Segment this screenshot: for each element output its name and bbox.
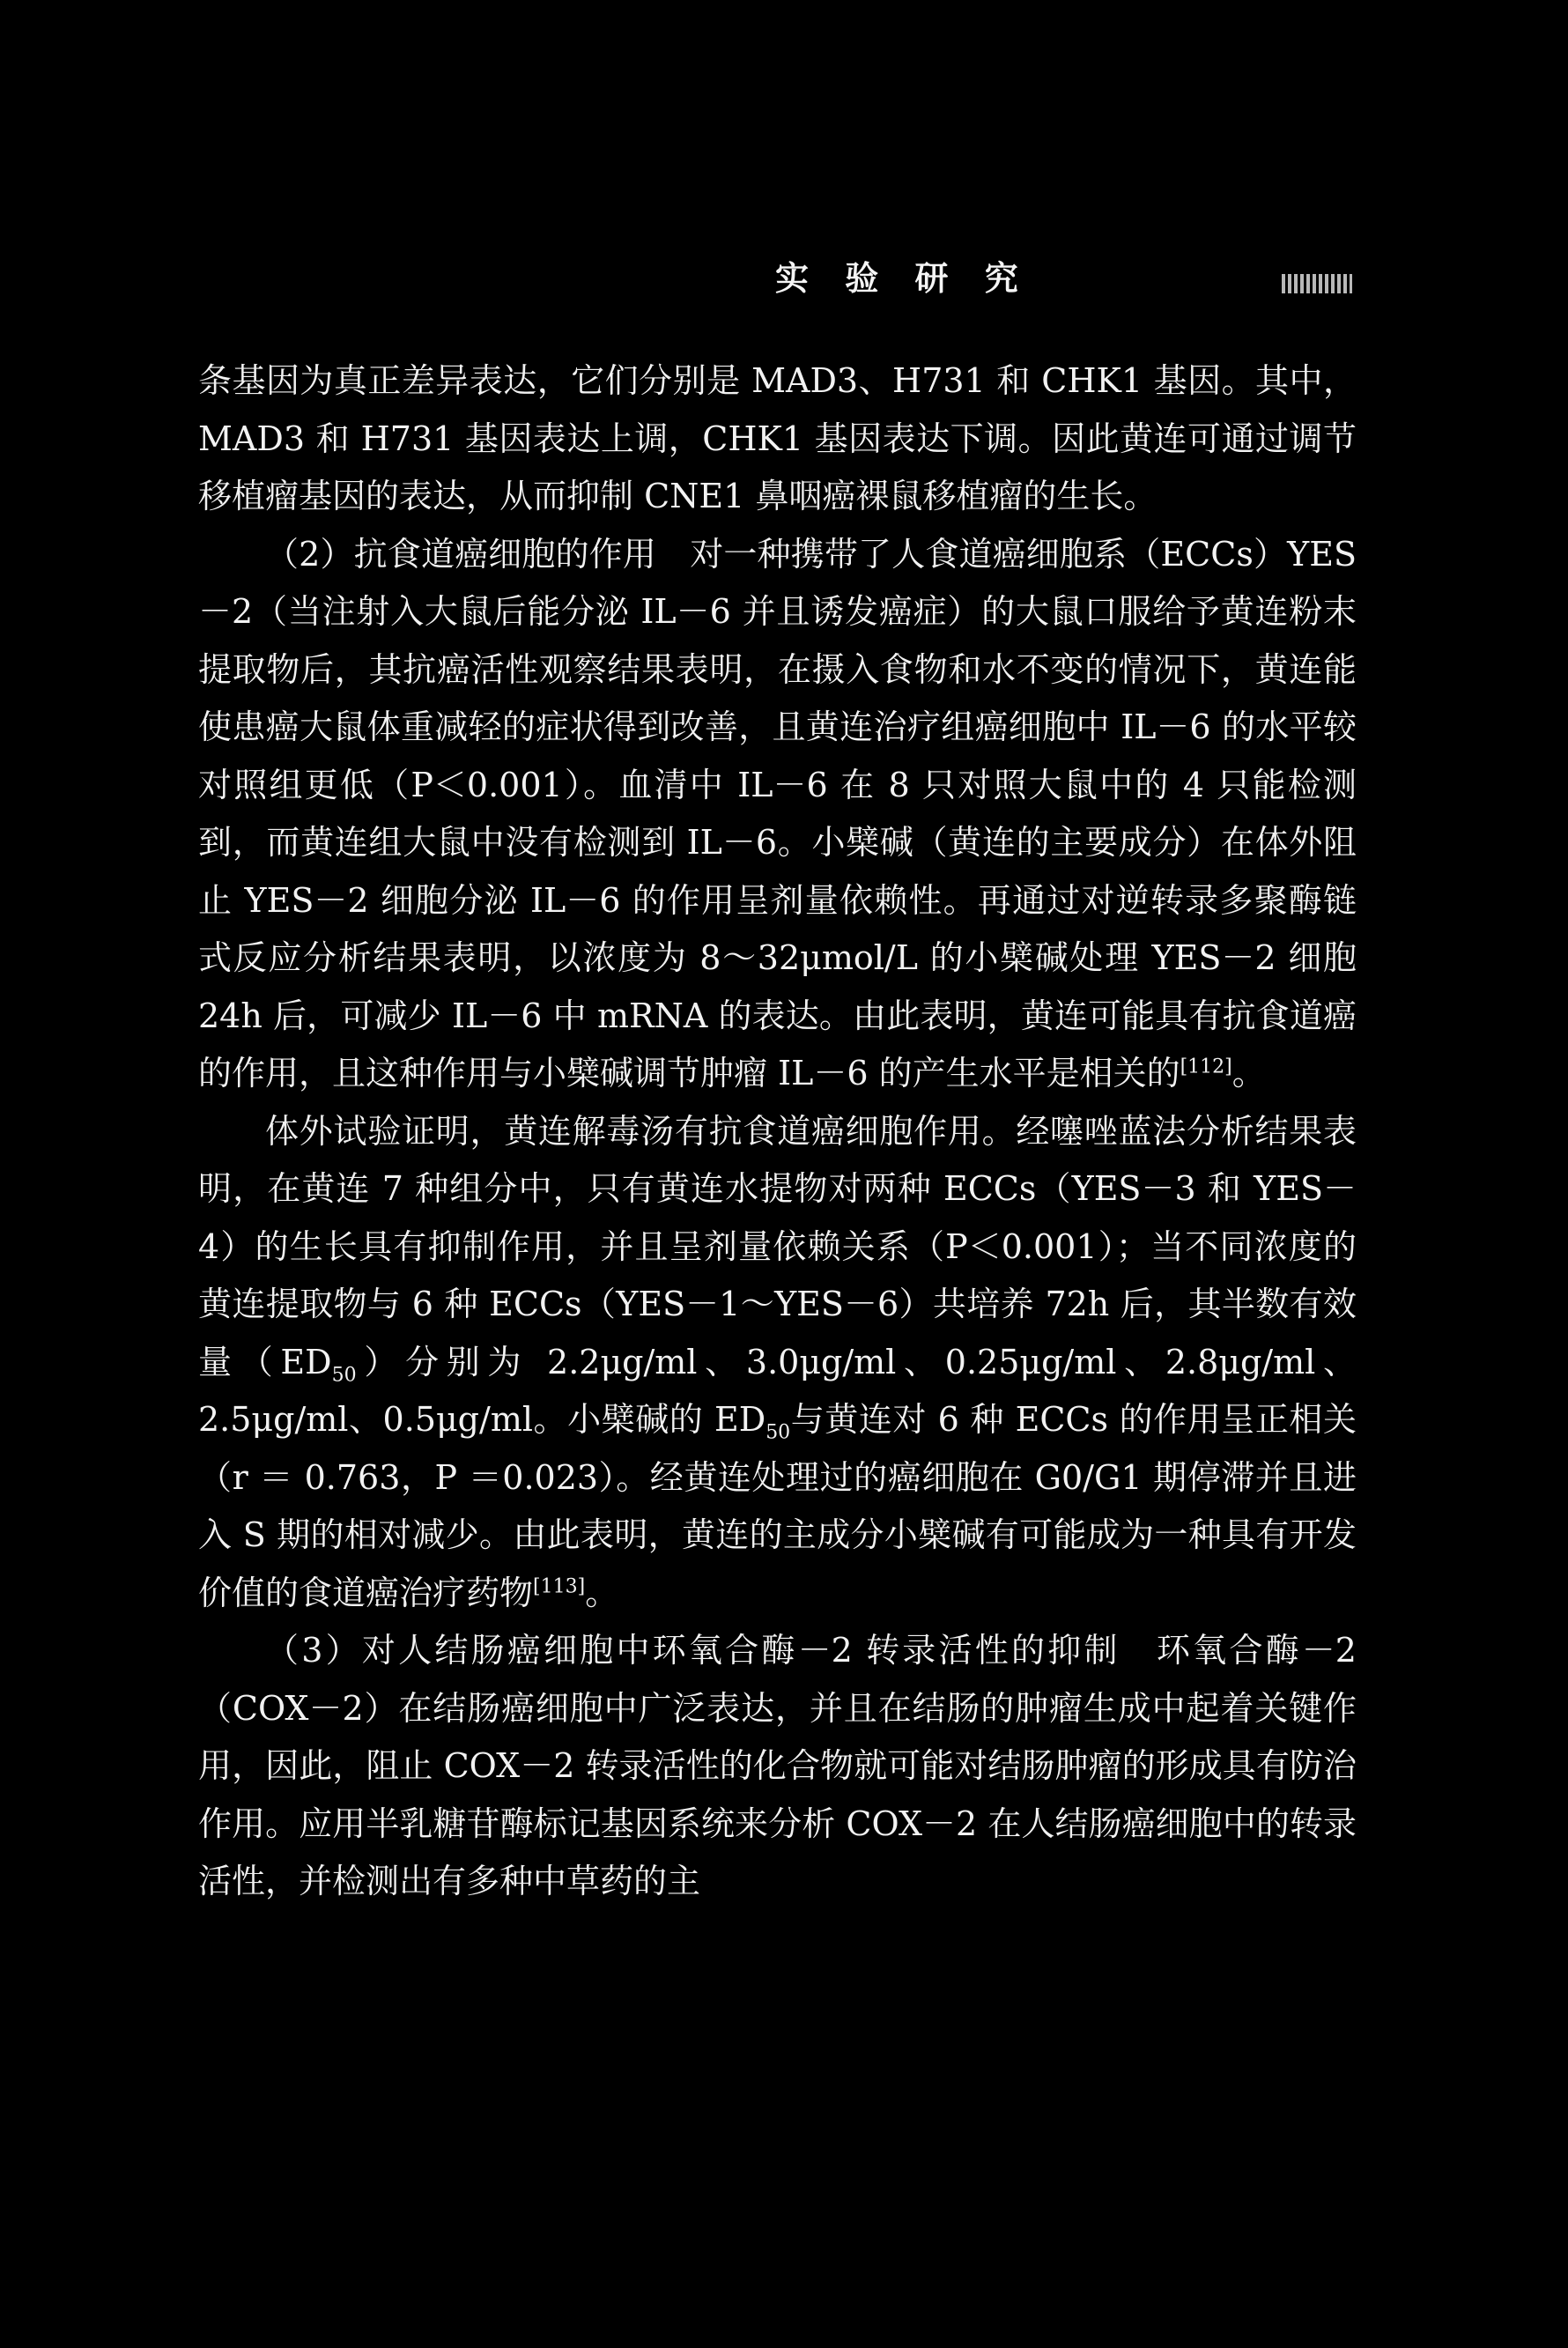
- paragraph-3-tail: 。: [585, 1573, 619, 1612]
- body-text: [198, 352, 1357, 1911]
- paragraph-3-text: 体外试验证明，黄连解毒汤有抗食道癌细胞作用。经噻唑蓝法分析结果表明，在黄连 7 种组分中，只有黄连水提物对两种 ECCs（YES－3 和 YES－4）的生长具有抑制作用，并且呈剂量依赖关系（P＜0.001）；当不同浓度的黄连提取物与 6 种 ECCs（YES－1～YES－6）共培养 72h 后，其半数有效量（ED: [198, 1111, 1357, 1381]
- paragraph-3-text-3: 与黄连对 6 种 ECCs 的作用呈正相关（r ＝ 0.763，P ＝0.023）。经黄连处理过的癌细胞在 G0/G1 期停滞并且进入 S 期的相对减少。由此表明，黄连的主成分小檗碱有可能成为一种具有开发价值的食道癌治疗药物: [198, 1400, 1357, 1612]
- paragraph-1-text: 条基因为真正差异表达，它们分别是 MAD3、H731 和 CHK1 基因。其中，MAD3 和 H731 基因表达上调，CHK1 基因表达下调。因此黄连可通过调节移植瘤基因的表达，从而抑制 CNE1 鼻咽癌裸鼠移植瘤的生长。: [198, 361, 1357, 515]
- paragraph-2: [198, 526, 1357, 1103]
- paragraph-4-text: （3）对人结肠癌细胞中环氧合酶－2 转录活性的抑制 环氧合酶－2（COX－2）在结肠癌细胞中广泛表达，并且在结肠的肿瘤生成中起着关键作用，因此，阻止 COX－2 转录活性的化合物就可能对结肠肿瘤的形成具有防治作用。应用半乳糖苷酶标记基因系统来分析 COX－2 在人结肠癌细胞中的转录活性，并检测出有多种中草药的主: [198, 1631, 1357, 1900]
- citation-112: [112]: [1180, 1055, 1232, 1078]
- paragraph-2-tail: 。: [1231, 1054, 1266, 1093]
- running-header: [0, 251, 1568, 304]
- header-logo-mark: [1282, 274, 1352, 293]
- paragraph-2-text: （2）抗食道癌细胞的作用 对一种携带了人食道癌细胞系（ECCs）YES－2（当注射入大鼠后能分泌 IL－6 并且诱发癌症）的大鼠口服给予黄连粉末提取物后，其抗癌活性观察结果表明，在摄入食物和水不变的情况下，黄连能使患癌大鼠体重减轻的症状得到改善，且黄连治疗组癌细胞中 IL－6 的水平较对照组更低（P＜0.001）。血清中 IL－6 在 8 只对照大鼠中的 4 只能检测到，而黄连组大鼠中没有检测到 IL－6。小檗碱（黄连的主要成分）在体外阻止 YES－2 细胞分泌 IL－6 的作用呈剂量依赖性。再通过对逆转录多聚酶链式反应分析结果表明，以浓度为 8～32μmol/L 的小檗碱处理 YES－2 细胞 24h 后，可减少 IL－6 中 mRNA 的表达。由此表明，黄连可能具有抗食道癌的作用，且这种作用与小檗碱调节肿瘤 IL－6 的产生水平是相关的: [198, 534, 1357, 1093]
- citation-113: [113]: [533, 1574, 586, 1597]
- paragraph-3: [198, 1103, 1357, 1623]
- section-title: 实 验 研 究: [775, 258, 1031, 298]
- ed50-subscript-2: 50: [766, 1421, 791, 1444]
- paragraph-1: [198, 352, 1357, 526]
- ed50-subscript-1: 50: [331, 1364, 357, 1387]
- paragraph-4: [198, 1622, 1357, 1911]
- paragraph-3-text-2: ）分别为 2.2μg/ml、3.0μg/ml、0.25μg/ml、2.8μg/ml、2.5μg/ml、0.5μg/ml。小檗碱的 ED: [198, 1342, 1357, 1439]
